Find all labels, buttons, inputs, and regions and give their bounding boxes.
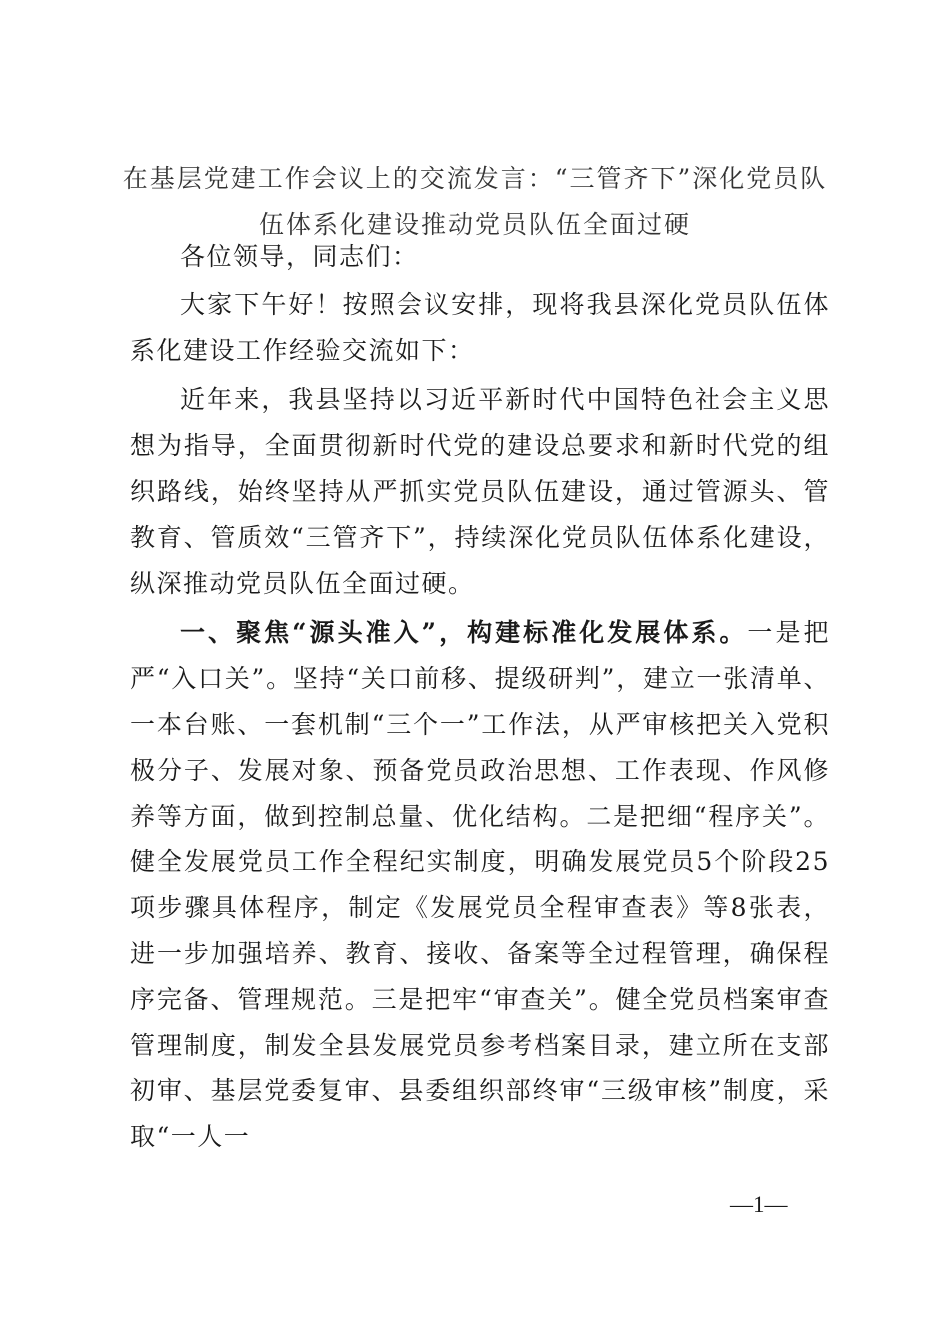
page-number: —1— (730, 1192, 788, 1217)
salutation: 各位领导，同志们： (180, 242, 419, 271)
document-body (130, 234, 830, 1160)
paragraph-greeting: 大家下午好！按照会议安排，现将我县深化党员队伍体系化建设工作经验交流如下： (130, 289, 830, 365)
title-line-1: 在基层党建工作会议上的交流发言：“三管齐下”深化党员队 (122, 164, 828, 193)
title-line-2: 伍体系化建设推动党员队伍全面过硬 (258, 210, 691, 239)
section-1-heading: 一、聚焦“源头准入”，构建标准化发展体系。 (180, 618, 748, 648)
paragraph-intro: 近年来，我县坚持以习近平新时代中国特色社会主义思想为指导，全面贯彻新时代党的建设总要求和新时代党的组织路线，始终坚持从严抓实党员队伍建设，通过管源头、管教育、管质效“三管齐下”，持续深化党员队伍体系化建设，纵深推动党员队伍全面过硬。 (130, 385, 830, 598)
paragraph-section-1 (130, 610, 830, 1160)
section-1-text: 一是把严“入口关”。坚持“关口前移、提级研判”，建立一张清单、一本台账、一套机制“三个一”工作法，从严审核把关入党积极分子、发展对象、预备党员政治思想、工作表现、作风修养等方面，做到控制总量、优化结构。二是把细“程序关”。健全发展党员工作全程纪实制度，明确发展党员5个阶段25项步骤具体程序，制定《发展党员全程审查表》等8张表，进一步加强培养、教育、接收、备案等全过程管理，确保程序完备、管理规范。三是把牢“审查关”。健全党员档案审查管理制度，制发全县发展党员参考档案目录，建立所在支部初审、基层党委复审、县委组织部终审“三级审核”制度，采取“一人一 (130, 618, 830, 1152)
